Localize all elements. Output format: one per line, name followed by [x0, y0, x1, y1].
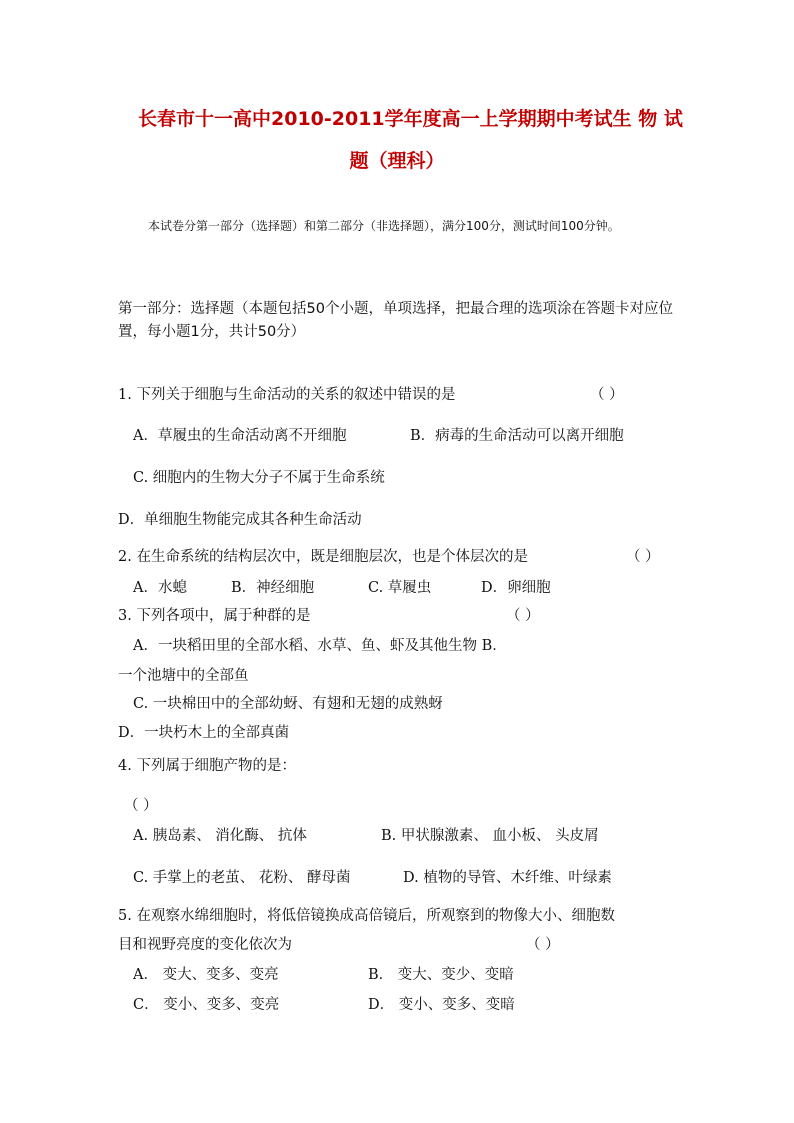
- question-2-option-d: D．卵细胞: [481, 580, 551, 596]
- question-1-option-b: B．病毒的生命活动可以离开细胞: [410, 428, 624, 444]
- question-5-option-c: C． 变小、变多、变亮: [133, 997, 280, 1013]
- question-5-option-b: B． 变大、变少、变暗: [368, 967, 514, 983]
- question-2-answer-paren: （ ）: [626, 549, 660, 565]
- question-1-option-a: A．草履虫的生命活动离不开细胞: [133, 428, 347, 444]
- question-3-stem: 3. 下列各项中，属于种群的是: [118, 608, 311, 624]
- question-4-option-c: C. 手掌上的老茧、 花粉、 酵母菌: [133, 870, 351, 886]
- question-5-stem-line1: 5. 在观察水绵细胞时，将低倍镜换成高倍镜后，所观察到的物像大小、细胞数: [118, 908, 615, 924]
- question-4-stem: 4. 下列属于细胞产物的是：: [118, 758, 296, 774]
- question-1-option-c: C. 细胞内的生物大分子不属于生命系统: [133, 470, 385, 486]
- exam-title-line2: 题（理科）: [349, 150, 445, 172]
- question-1-answer-paren: （ ）: [590, 387, 624, 403]
- question-3-answer-paren: （ ）: [506, 608, 540, 624]
- question-2-option-b: B．神经细胞: [231, 580, 315, 596]
- exam-intro: 本试卷分第一部分（选择题）和第二部分（非选择题），满分100分，测试时间100分钟。: [148, 219, 620, 233]
- question-4-answer-paren: （ ）: [124, 798, 158, 814]
- question-4-option-b: B. 甲状腺激素、 血小板、 头皮屑: [381, 828, 599, 844]
- question-3-option-c: C. 一块棉田中的全部幼蚜、有翅和无翅的成熟蚜: [133, 696, 443, 712]
- question-1-option-d: D．单细胞生物能完成其各种生命活动: [118, 512, 362, 528]
- question-5-stem-line2: 目和视野亮度的变化依次为: [118, 937, 292, 953]
- question-2-option-a: A．水螅: [133, 580, 187, 596]
- question-4-option-a: A. 胰岛素、 消化酶、 抗体: [133, 828, 307, 844]
- question-3-option-d: D．一块朽木上的全部真菌: [118, 725, 290, 741]
- question-2-option-c: C. 草履虫: [368, 580, 432, 596]
- question-5-option-a: A． 变大、变多、变亮: [133, 967, 279, 983]
- question-5-answer-paren: （ ）: [526, 937, 560, 953]
- question-3-option-b: 一个池塘中的全部鱼: [118, 668, 249, 684]
- exam-title-line1: 长春市十一高中2010-2011学年度高一上学期期中考试生 物 试: [138, 108, 683, 130]
- question-5-option-d: D． 变小、变多、变暗: [368, 997, 515, 1013]
- question-1-stem: 1. 下列关于细胞与生命活动的关系的叙述中错误的是: [118, 387, 456, 403]
- question-4-option-d: D. 植物的导管、木纤维、叶绿素: [403, 870, 612, 886]
- question-3-option-a: A．一块稻田里的全部水稻、水草、鱼、虾及其他生物 B．: [133, 638, 507, 654]
- section-heading: 第一部分：选择题（本题包括50个小题，单项选择，把最合理的选项涂在答题卡对应位置，每小题1分，共计50分）: [118, 301, 673, 340]
- question-2-stem: 2. 在生命系统的结构层次中，既是细胞层次，也是个体层次的是: [118, 549, 528, 565]
